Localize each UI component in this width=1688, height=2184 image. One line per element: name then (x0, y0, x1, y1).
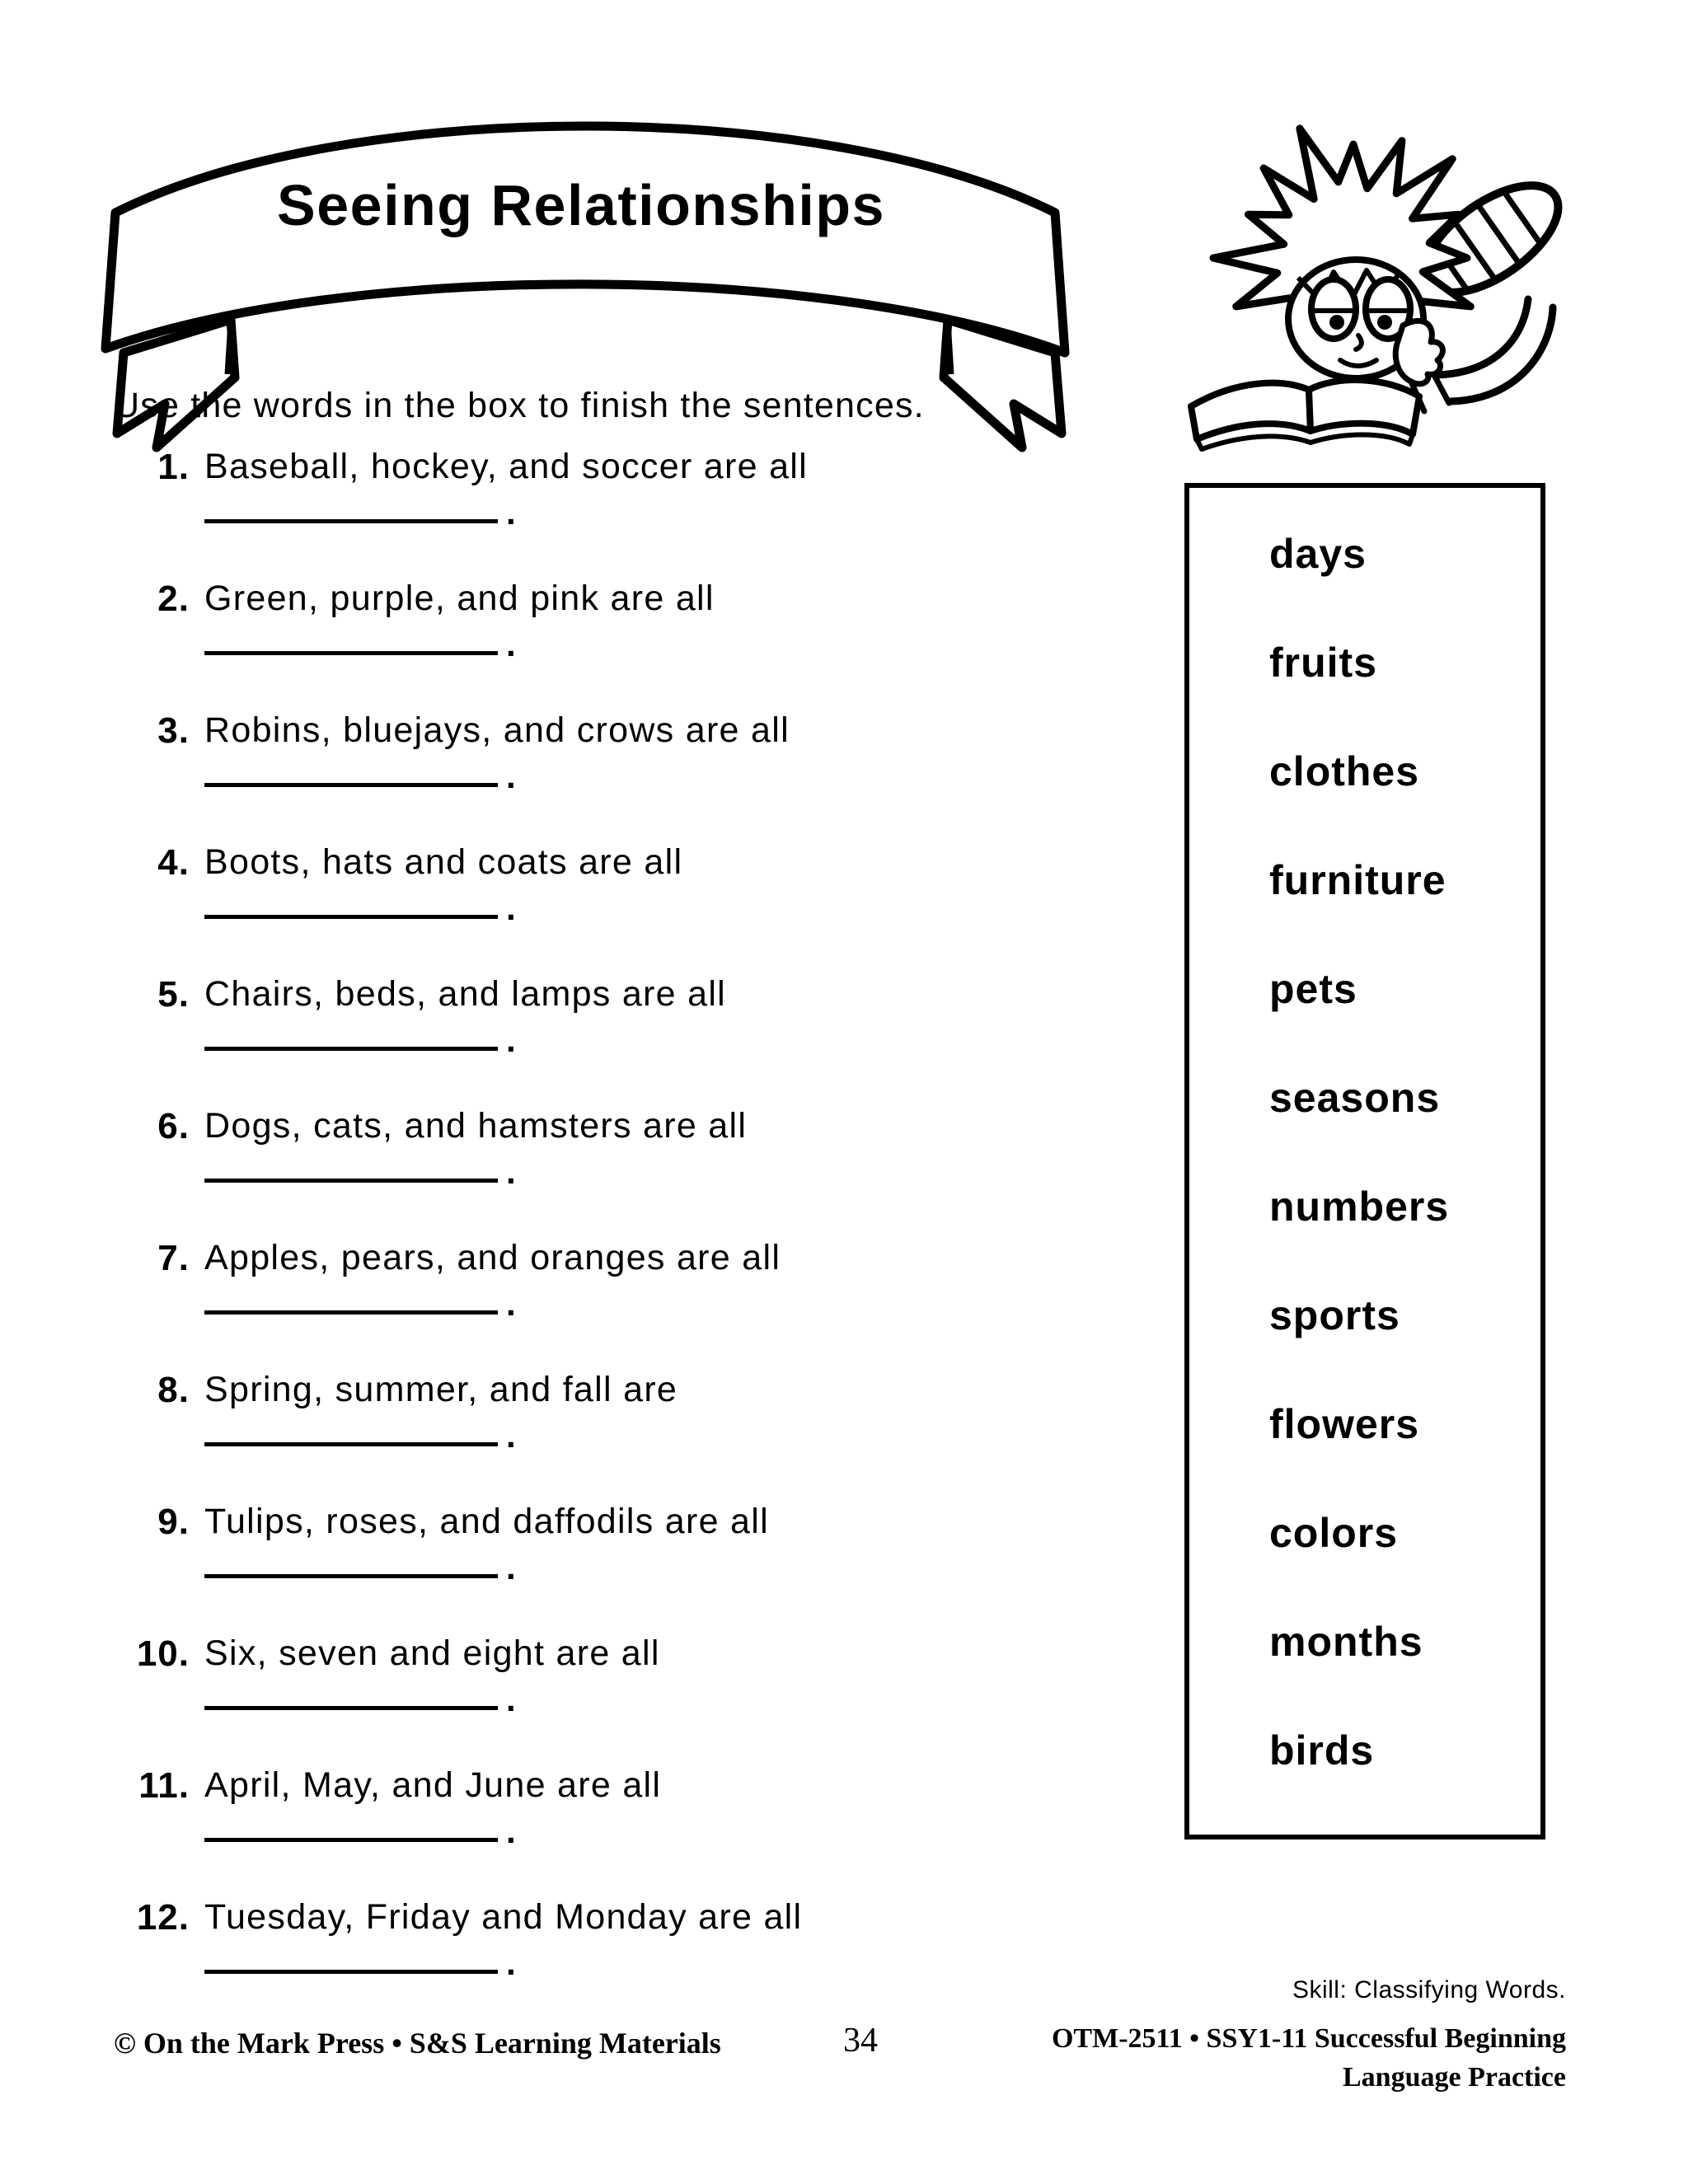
skill-label: Skill: Classifying Words. (1292, 1976, 1566, 2004)
question-number: 7. (157, 1238, 190, 1278)
question-text: April, May, and June are all (204, 1765, 662, 1805)
word-option[interactable]: numbers (1269, 1183, 1450, 1230)
blank-period: . (506, 625, 516, 663)
blank-period: . (506, 888, 516, 927)
blank-period: . (506, 1284, 516, 1323)
question-number: 4. (157, 842, 190, 883)
question-text: Green, purple, and pink are all (204, 579, 715, 618)
question-number: 10. (136, 1633, 190, 1674)
word-option[interactable]: pets (1269, 966, 1357, 1012)
word-option[interactable]: days (1269, 531, 1367, 577)
answer-blank[interactable] (204, 1297, 498, 1315)
blank-period: . (506, 1680, 516, 1718)
instruction-text: Use the words in the box to finish the sentences. (114, 386, 925, 425)
answer-blank[interactable] (204, 506, 498, 523)
answer-blank[interactable] (204, 1825, 498, 1842)
question-text: Robins, bluejays, and crows are all (204, 710, 790, 750)
question-row (115, 842, 1154, 974)
blank-period: . (506, 1943, 516, 1982)
question-row (115, 447, 1154, 579)
word-option[interactable]: fruits (1269, 640, 1377, 686)
question-text: Baseball, hockey, and soccer are all (204, 447, 808, 486)
question-number: 12. (136, 1897, 190, 1938)
blank-period: . (506, 1020, 516, 1059)
page-number: 34 (843, 2022, 878, 2060)
question-number: 6. (157, 1106, 190, 1146)
question-row (115, 974, 1154, 1106)
question-row (115, 1238, 1154, 1370)
word-option[interactable]: months (1269, 1619, 1423, 1665)
question-text: Tulips, roses, and daffodils are all (204, 1502, 769, 1541)
question-row (115, 1106, 1154, 1238)
question-text: Six, seven and eight are all (204, 1633, 660, 1673)
word-option[interactable]: seasons (1269, 1075, 1441, 1121)
answer-blank[interactable] (204, 1693, 498, 1710)
answer-blank[interactable] (204, 902, 498, 919)
publication-code-line2: Language Practice (1343, 2062, 1566, 2093)
question-number: 5. (157, 974, 190, 1015)
question-text: Tuesday, Friday and Monday are all (204, 1897, 803, 1937)
question-row (115, 1633, 1154, 1765)
question-text: Chairs, beds, and lamps are all (204, 974, 727, 1014)
answer-blank[interactable] (204, 638, 498, 655)
reading-child-illustration (1146, 103, 1595, 466)
question-text: Apples, pears, and oranges are all (204, 1238, 781, 1277)
question-list (115, 447, 1154, 2013)
word-option[interactable]: sports (1269, 1292, 1400, 1338)
blank-period: . (506, 493, 516, 532)
word-option[interactable]: clothes (1269, 748, 1420, 794)
word-option[interactable]: colors (1269, 1510, 1399, 1556)
question-row (115, 579, 1154, 710)
question-number: 11. (138, 1765, 190, 1806)
page-title: Seeing Relationships (277, 173, 885, 237)
answer-blank[interactable] (204, 1033, 498, 1051)
reading-child-icon (1146, 103, 1595, 466)
answer-blank[interactable] (204, 770, 498, 787)
question-text: Dogs, cats, and hamsters are all (204, 1106, 748, 1146)
word-option[interactable]: furniture (1269, 857, 1447, 903)
question-row (115, 710, 1154, 842)
answer-blank[interactable] (204, 1561, 498, 1578)
question-number: 1. (157, 447, 190, 487)
word-box (1184, 483, 1545, 1840)
question-text: Spring, summer, and fall are (204, 1370, 678, 1409)
publication-code-line1: OTM-2511 • SSY1-11 Successful Beginning (1051, 2023, 1566, 2054)
answer-blank[interactable] (204, 1165, 498, 1183)
question-row (115, 1502, 1154, 1633)
question-number: 8. (157, 1370, 190, 1410)
word-option[interactable]: flowers (1269, 1401, 1420, 1447)
blank-period: . (506, 1811, 516, 1850)
blank-period: . (506, 757, 516, 795)
question-text: Boots, hats and coats are all (204, 842, 683, 882)
question-row (115, 1370, 1154, 1502)
question-number: 2. (157, 579, 190, 619)
answer-blank[interactable] (204, 1957, 498, 1974)
question-number: 9. (157, 1502, 190, 1542)
blank-period: . (506, 1548, 516, 1586)
copyright-text: © On the Mark Press • S&S Learning Materials (114, 2027, 721, 2060)
blank-period: . (506, 1152, 516, 1191)
blank-period: . (506, 1416, 516, 1455)
answer-blank[interactable] (204, 1429, 498, 1446)
question-row (115, 1765, 1154, 1897)
question-number: 3. (157, 710, 190, 751)
question-row (115, 1897, 1154, 2029)
word-option[interactable]: birds (1269, 1727, 1375, 1774)
